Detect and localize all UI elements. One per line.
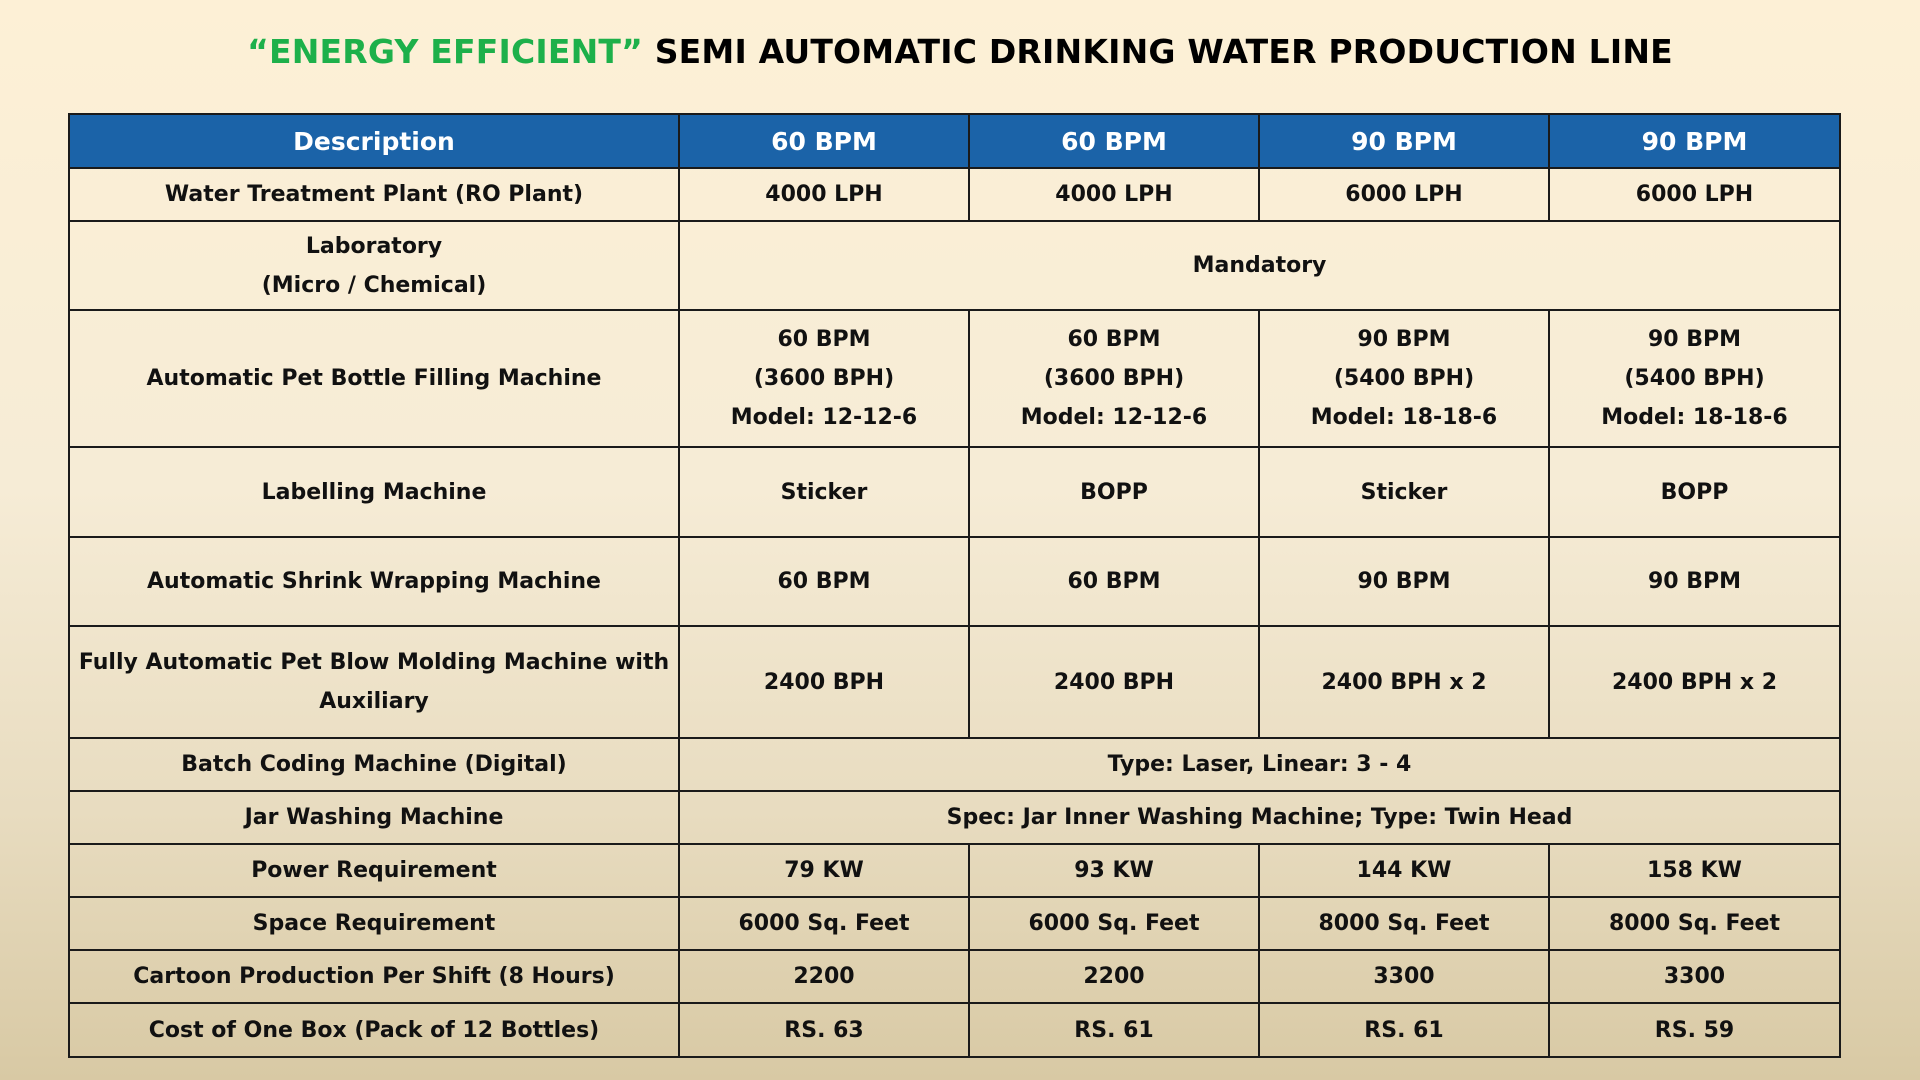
- row-label: Cost of One Box (Pack of 12 Bottles): [69, 1003, 679, 1057]
- table-cell: 90 BPM: [1259, 537, 1549, 626]
- table-cell: [1259, 310, 1549, 447]
- table-cell: 90 BPM: [1549, 537, 1840, 626]
- cell-line: (3600 BPH): [753, 366, 895, 391]
- header-col-3: 90 BPM: [1259, 114, 1549, 168]
- label-line: Auxiliary: [319, 689, 429, 714]
- row-label: Water Treatment Plant (RO Plant): [69, 168, 679, 221]
- table-cell: [969, 310, 1259, 447]
- table-cell: Sticker: [1259, 447, 1549, 537]
- table-cell: 158 KW: [1549, 844, 1840, 897]
- table-cell: 2200: [679, 950, 969, 1003]
- table-row: [69, 791, 1840, 844]
- label-line: Laboratory: [305, 233, 443, 259]
- row-label: Power Requirement: [69, 844, 679, 897]
- table-row: [69, 537, 1840, 626]
- merged-cell: Type: Laser, Linear: 3 - 4: [679, 738, 1840, 791]
- row-label: Automatic Shrink Wrapping Machine: [69, 537, 679, 626]
- cell-line: (5400 BPH): [1333, 366, 1475, 391]
- cell-line: 90 BPM: [1357, 327, 1451, 352]
- table-cell: 60 BPM: [679, 537, 969, 626]
- table-cell: Sticker: [679, 447, 969, 537]
- table-cell: 79 KW: [679, 844, 969, 897]
- table-cell: 2400 BPH x 2: [1549, 626, 1840, 738]
- table-row: [69, 1003, 1840, 1057]
- cell-line: (3600 BPH): [1043, 366, 1185, 391]
- table-cell: 6000 LPH: [1259, 168, 1549, 221]
- row-label: Labelling Machine: [69, 447, 679, 537]
- cell-line: Model: 18-18-6: [1310, 405, 1498, 430]
- table-row: [69, 844, 1840, 897]
- label-line: (Micro / Chemical): [261, 272, 487, 298]
- table-cell: 4000 LPH: [969, 168, 1259, 221]
- table-cell: 2400 BPH x 2: [1259, 626, 1549, 738]
- table-cell: 4000 LPH: [679, 168, 969, 221]
- table-cell: 8000 Sq. Feet: [1259, 897, 1549, 950]
- merged-cell: Mandatory: [679, 221, 1840, 310]
- row-label: [69, 221, 679, 310]
- table-cell: 2200: [969, 950, 1259, 1003]
- cell-line: Model: 12-12-6: [730, 405, 918, 430]
- header-col-4: 90 BPM: [1549, 114, 1840, 168]
- table-cell: RS. 61: [969, 1003, 1259, 1057]
- cell-line: (5400 BPH): [1624, 366, 1765, 391]
- table-row: [69, 310, 1840, 447]
- table-cell: BOPP: [1549, 447, 1840, 537]
- header-description: Description: [69, 114, 679, 168]
- page-title: [0, 32, 1920, 71]
- merged-cell: Spec: Jar Inner Washing Machine; Type: Twin Head: [679, 791, 1840, 844]
- cell-line: 90 BPM: [1647, 327, 1742, 352]
- header-col-2: 60 BPM: [969, 114, 1259, 168]
- table-row: [69, 168, 1840, 221]
- table-row: [69, 738, 1840, 791]
- row-label: Jar Washing Machine: [69, 791, 679, 844]
- row-label: Automatic Pet Bottle Filling Machine: [69, 310, 679, 447]
- table-row: [69, 221, 1840, 310]
- table-cell: BOPP: [969, 447, 1259, 537]
- table-header-row: [69, 114, 1840, 168]
- table-cell: 60 BPM: [969, 537, 1259, 626]
- cell-line: 60 BPM: [1067, 327, 1161, 352]
- table-cell: 6000 Sq. Feet: [679, 897, 969, 950]
- table-cell: 6000 LPH: [1549, 168, 1840, 221]
- cell-line: 60 BPM: [777, 327, 871, 352]
- row-label: Space Requirement: [69, 897, 679, 950]
- title-highlight: “ENERGY EFFICIENT”: [247, 32, 644, 71]
- table-cell: [679, 310, 969, 447]
- table-cell: 3300: [1549, 950, 1840, 1003]
- cell-line: Model: 18-18-6: [1601, 405, 1788, 430]
- header-col-1: 60 BPM: [679, 114, 969, 168]
- label-line: Fully Automatic Pet Blow Molding Machine with: [78, 650, 670, 675]
- table-row: [69, 897, 1840, 950]
- table-cell: 8000 Sq. Feet: [1549, 897, 1840, 950]
- table-row: [69, 626, 1840, 738]
- table-cell: RS. 59: [1549, 1003, 1840, 1057]
- row-label: [69, 626, 679, 738]
- table-cell: 2400 BPH: [969, 626, 1259, 738]
- table-cell: RS. 63: [679, 1003, 969, 1057]
- row-label: Cartoon Production Per Shift (8 Hours): [69, 950, 679, 1003]
- title-rest: SEMI AUTOMATIC DRINKING WATER PRODUCTION LINE: [643, 32, 1673, 71]
- row-label: Batch Coding Machine (Digital): [69, 738, 679, 791]
- table-row: [69, 950, 1840, 1003]
- table-cell: 144 KW: [1259, 844, 1549, 897]
- table-cell: [1549, 310, 1840, 447]
- cell-line: Model: 12-12-6: [1020, 405, 1208, 430]
- table-cell: 3300: [1259, 950, 1549, 1003]
- table-cell: 93 KW: [969, 844, 1259, 897]
- table-cell: 6000 Sq. Feet: [969, 897, 1259, 950]
- table-cell: RS. 61: [1259, 1003, 1549, 1057]
- table-row: [69, 447, 1840, 537]
- spec-table: [68, 113, 1841, 1058]
- table-cell: 2400 BPH: [679, 626, 969, 738]
